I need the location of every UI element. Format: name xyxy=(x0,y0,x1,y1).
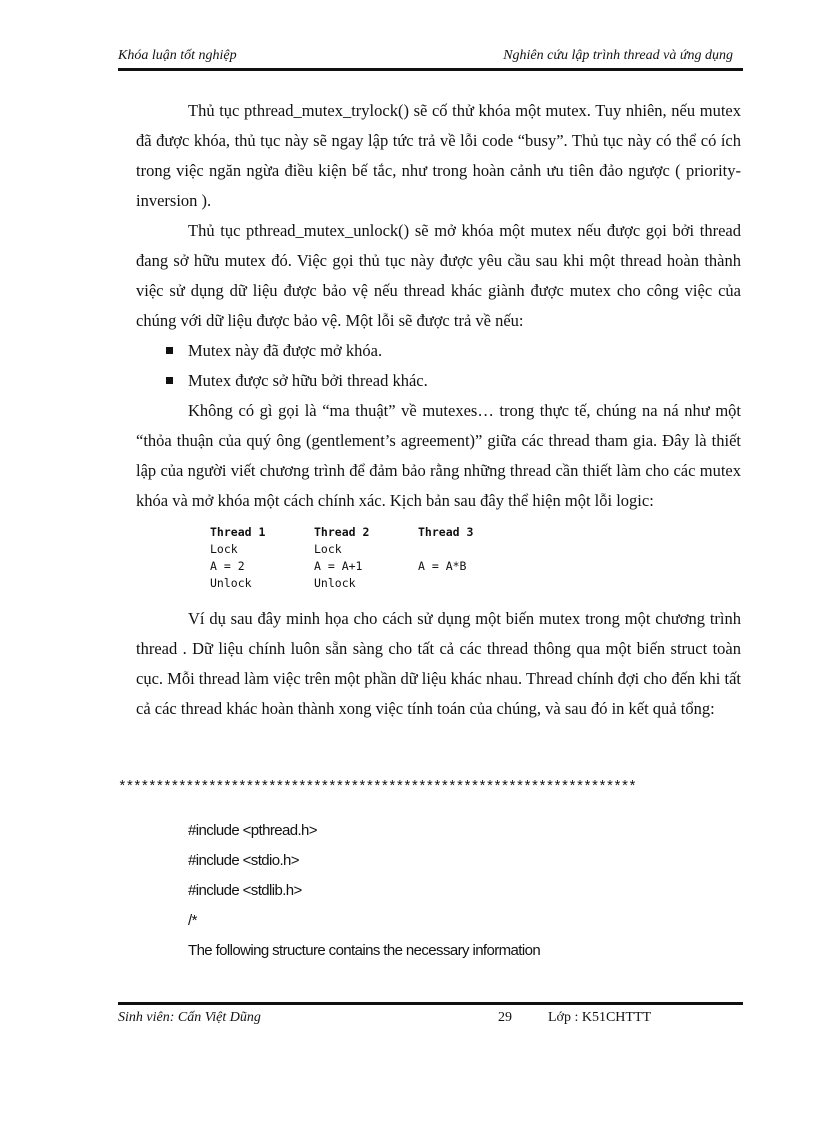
code-line: #include <pthread.h> xyxy=(188,822,317,839)
main-content xyxy=(136,96,741,724)
thread-scenario-table xyxy=(210,524,522,592)
page-footer xyxy=(118,1010,743,1030)
column-header: Thread 1 xyxy=(210,525,266,539)
column-header: Thread 3 xyxy=(418,525,474,539)
error-conditions-list xyxy=(136,336,741,396)
paragraph-unlock: Thủ tục pthread_mutex_unlock() sẽ mở khóa một mutex nếu được gọi bởi thread đang sở hữu mutex đó. Việc gọi thủ tục này được yêu cầu sau khi một thread hoàn thành việc sử dụng dữ liệu được bảo vệ nếu thread khác giành được mutex cho công việc của chúng với dữ liệu được bảo vệ. Một lỗi sẽ được trả về nếu: xyxy=(136,221,741,330)
table-cell: Unlock xyxy=(314,576,356,590)
table-cell: A = A+1 xyxy=(314,559,363,573)
table-header-row xyxy=(210,524,522,541)
table-row xyxy=(210,541,522,558)
code-line: /* xyxy=(188,912,197,929)
table-row xyxy=(210,575,522,592)
code-line: #include <stdio.h> xyxy=(188,852,299,869)
list-item: Mutex được sở hữu bởi thread khác. xyxy=(166,366,741,396)
code-listing xyxy=(188,816,540,966)
table-cell: A = A*B xyxy=(418,559,467,573)
code-line: #include <stdlib.h> xyxy=(188,882,302,899)
list-item: Mutex này đã được mở khóa. xyxy=(166,336,741,366)
table-cell: A = 2 xyxy=(210,559,245,573)
footer-rule xyxy=(118,1002,743,1005)
header-topic-label: Nghiên cứu lập trình thread và ứng dụng xyxy=(503,48,733,63)
code-line: The following structure contains the necessary information xyxy=(188,942,541,959)
paragraph-example: Ví dụ sau đây minh họa cho cách sử dụng một biến mutex trong một chương trình thread . Dữ liệu chính luôn sẵn sàng cho tất cả các thread thông qua một biến struct toàn cục. Mỗi thread làm việc trên một phần dữ liệu khác nhau. Thread chính đợi cho đến khi tất cả các thread khác hoàn thành xong việc tính toán của chúng, và sau đó in kết quả tổng: xyxy=(136,609,741,718)
separator-line: ********************************************************************* xyxy=(118,780,636,796)
page-number: 29 xyxy=(498,1010,512,1025)
paragraph-trylock: Thủ tục pthread_mutex_trylock() sẽ cố thử khóa một mutex. Tuy nhiên, nếu mutex đã được khóa, thủ tục này sẽ ngay lập tức trả về lỗi code “busy”. Thủ tục này có thể có ích trong việc ngăn ngừa điều kiện bế tắc, như trong hoàn cảnh ưu tiên đảo ngược ( priority-inversion ). xyxy=(136,101,741,210)
footer-student-name: Sinh viên: Cấn Việt Dũng xyxy=(118,1010,261,1025)
bullet-square-icon xyxy=(166,347,173,354)
paragraph-magic: Không có gì gọi là “ma thuật” về mutexes… trong thực tế, chúng na ná như một “thỏa thuận của quý ông (gentlement’s agreement)” giữa các thread tham gia. Đây là thiết lập của người viết chương trình để đảm bảo rằng những thread cần thiết làm cho các mutex khóa và mở khóa một cách chính xác. Kịch bản sau đây thể hiện một lỗi logic: xyxy=(136,401,741,510)
table-cell xyxy=(418,541,522,558)
table-cell xyxy=(418,575,522,592)
footer-class-label: Lớp : K51CHTTT xyxy=(548,1010,652,1025)
bullet-square-icon xyxy=(166,377,173,384)
column-header: Thread 2 xyxy=(314,525,370,539)
page-header xyxy=(118,48,743,68)
table-cell: Unlock xyxy=(210,576,252,590)
header-rule xyxy=(118,68,743,71)
header-thesis-label: Khóa luận tốt nghiệp xyxy=(118,48,237,63)
table-row xyxy=(210,558,522,575)
table-cell: Lock xyxy=(210,542,238,556)
table-cell: Lock xyxy=(314,542,342,556)
